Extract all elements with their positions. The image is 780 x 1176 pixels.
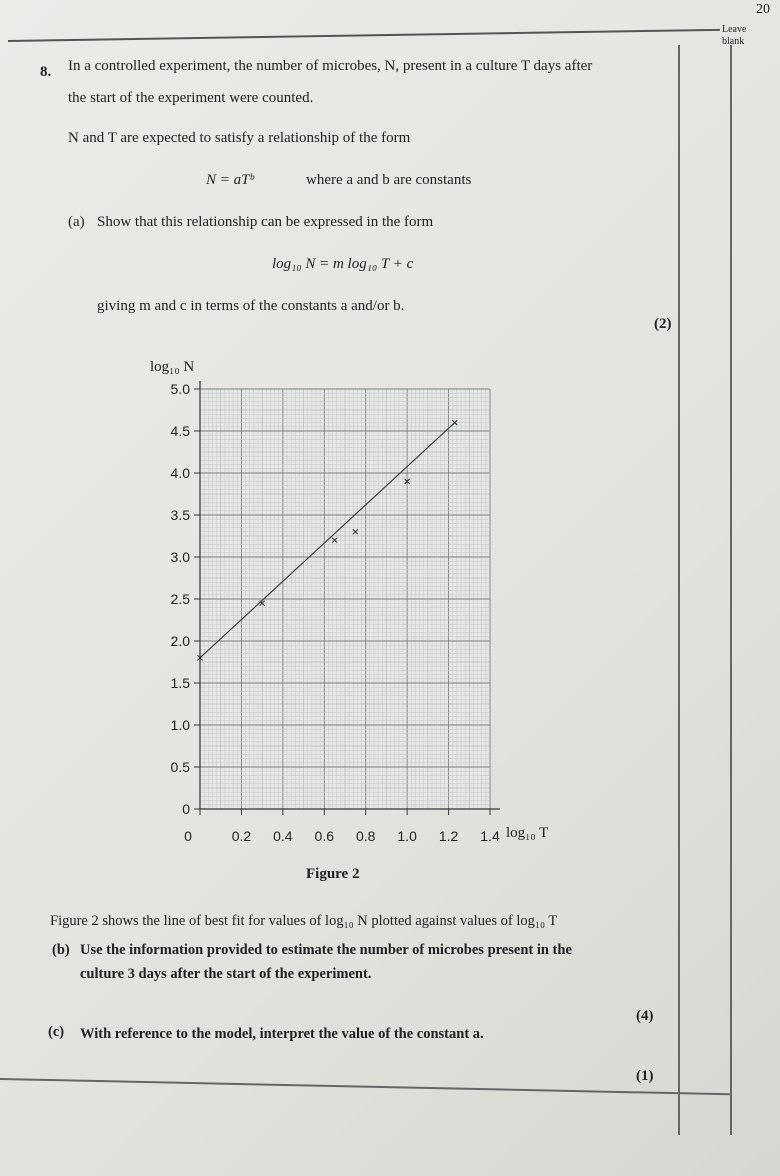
part-b-line-2: culture 3 days after the start of the experiment. [80, 966, 372, 982]
formula-note: where a and b are constants [306, 172, 472, 188]
part-c-text: With reference to the model, interpret the value of the constant a. [80, 1026, 484, 1042]
y-tick-label: 2.0 [170, 633, 190, 649]
part-a-text: Show that this relationship can be expressed in the form [97, 214, 434, 230]
x-tick-label: 0.4 [273, 828, 293, 844]
y-tick-label: 4.0 [170, 465, 190, 481]
x-tick-label: 1.4 [480, 828, 500, 844]
y-axis-label: log₁₀ N [150, 359, 195, 375]
x-tick-label: 0.6 [314, 828, 335, 844]
part-b-label: (b) [52, 942, 70, 958]
formula: N = aTᵇ [206, 172, 254, 188]
figure-description: Figure 2 shows the line of best fit for values of log₁₀ N plotted against values of log₁₀ T [50, 913, 558, 929]
y-tick-label: 4.5 [170, 423, 190, 439]
x-tick-label: 0.2 [231, 828, 252, 844]
x-axis-label: log₁₀ T [506, 825, 549, 841]
y-tick-label: 1.0 [170, 717, 190, 733]
y-tick-label: 0 [182, 801, 190, 817]
page-frame-top [8, 29, 720, 42]
intro-line-1: In a controlled experiment, the number of microbes, N, present in a culture T days after [68, 58, 593, 74]
x-tick-label: 0.8 [355, 828, 376, 844]
figure-caption: Figure 2 [306, 866, 360, 882]
part-a-marks: (2) [654, 316, 672, 332]
y-tick-label: 1.5 [170, 675, 190, 691]
y-tick-label: 3.0 [170, 549, 190, 565]
x-tick-label: 0 [184, 828, 192, 844]
x-tick-label: 1.2 [438, 828, 459, 844]
intro-line-2: the start of the experiment were counted. [68, 90, 314, 106]
question-number: 8. [40, 64, 52, 80]
y-tick-label: 5.0 [170, 381, 190, 397]
part-b-marks: (4) [636, 1008, 654, 1024]
y-tick-label: 0.5 [170, 759, 190, 775]
x-tick-label: 1.0 [397, 828, 417, 844]
y-tick-label: 3.5 [170, 507, 190, 523]
part-a-formula: log₁₀ N = m log₁₀ T + c [272, 256, 414, 272]
page-frame-bottom [0, 1078, 730, 1095]
figure-2-graph [130, 345, 570, 865]
y-tick-label: 2.5 [170, 591, 190, 607]
part-a-text-2: giving m and c in terms of the constants a and/or b. [97, 298, 405, 314]
grid [200, 389, 490, 809]
page-number: 20 [756, 2, 770, 17]
relation-intro: N and T are expected to satisfy a relationship of the form [68, 130, 411, 146]
margin-line [678, 45, 680, 1135]
page-frame-right [730, 45, 732, 1135]
part-c-label: (c) [48, 1024, 65, 1040]
part-a-label: (a) [68, 214, 85, 230]
part-b-line-1: Use the information provided to estimate the number of microbes present in the [80, 942, 572, 958]
leave-blank-label: Leave blank [722, 24, 747, 47]
part-c-marks: (1) [636, 1068, 654, 1084]
